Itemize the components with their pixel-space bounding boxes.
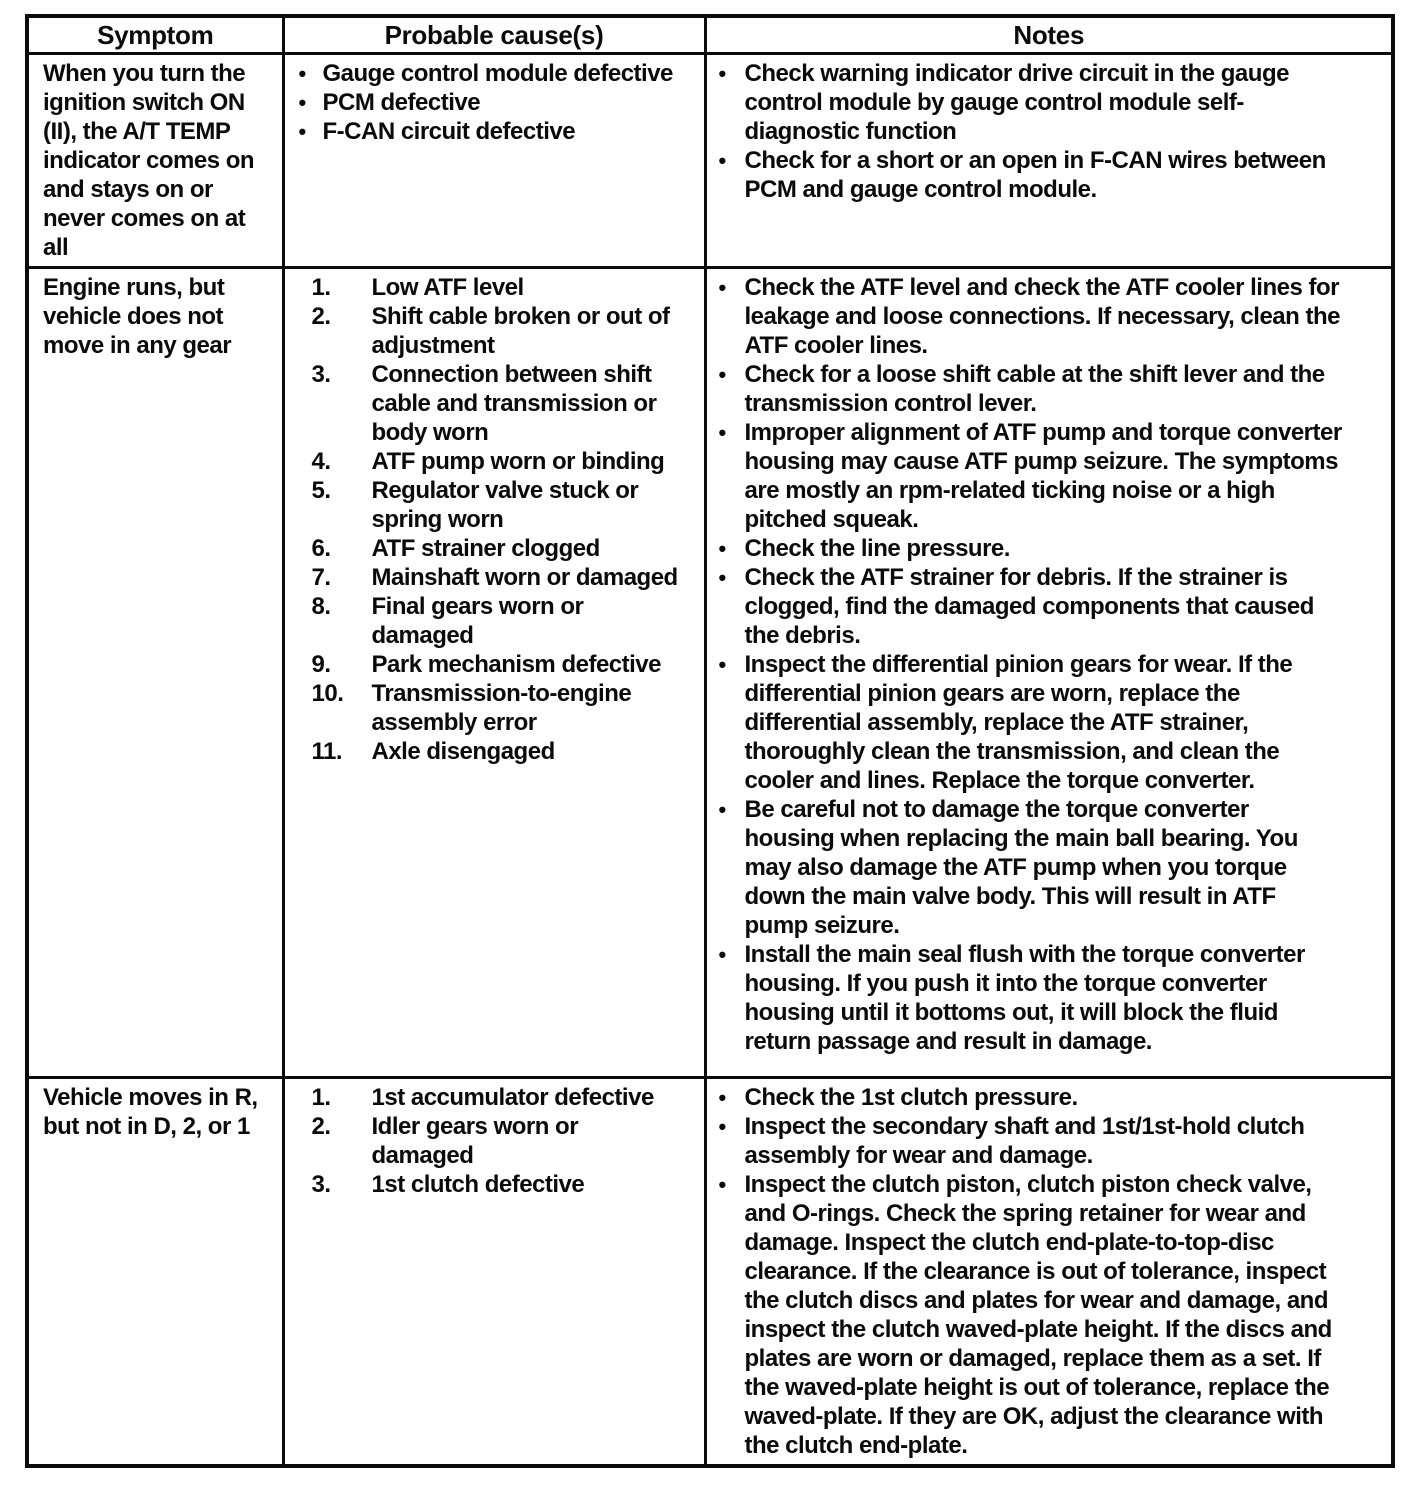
cause-item <box>285 1083 679 1112</box>
bullet-icon: • <box>718 148 726 173</box>
item-number: 1. <box>311 274 331 301</box>
item-number: 11. <box>311 738 343 765</box>
item-text: PCM defective <box>322 89 481 116</box>
item-text: Check the line pressure. <box>744 535 1010 562</box>
item-text: ATF pump worn or binding <box>371 448 665 475</box>
header-probable-causes: Probable cause(s) <box>283 16 705 54</box>
bullet-icon: • <box>718 1172 726 1197</box>
item-number: 9. <box>311 651 331 678</box>
item-number: 10. <box>311 680 344 707</box>
list-item <box>719 273 1344 360</box>
item-text: Inspect the clutch piston, clutch piston check valve, and O-rings. Check the spring retainer for wear and damage. Inspect the clutch end-plate-to-top-disc clearance. If the clearance is out of tolerance, inspect the clutch discs and plates for wear and damage, and inspect the clutch waved-plate height. If the discs and plates are worn or damaged, replace them as a set. If the waved-plate height is out of tolerance, replace the waved-plate. If they are OK, adjust the clearance with the clutch end-plate. <box>744 1171 1332 1459</box>
item-text: Mainshaft worn or damaged <box>371 564 678 591</box>
list-item <box>299 117 696 146</box>
causes-list <box>285 1079 704 1203</box>
item-text: Check for a loose shift cable at the shift lever and the transmission control lever. <box>744 361 1325 417</box>
list-item <box>719 418 1344 534</box>
notes-cell <box>705 268 1393 1078</box>
notes-cell <box>705 1078 1393 1467</box>
cause-item <box>285 563 679 592</box>
notes-list <box>707 55 1392 208</box>
bullet-icon: • <box>718 942 726 967</box>
symptom-cell: Engine runs, but vehicle does not move in any gear <box>27 268 283 1078</box>
cause-item <box>285 360 679 447</box>
item-number: 5. <box>311 477 331 504</box>
item-number: 1. <box>311 1084 331 1111</box>
cause-item <box>285 1112 679 1170</box>
item-text: 1st clutch defective <box>371 1171 585 1198</box>
symptom-cell: When you turn the ignition switch ON (II), the A/T TEMP indicator comes on and stays on or never comes on at all <box>27 54 283 268</box>
list-item <box>719 795 1344 940</box>
item-number: 2. <box>311 1113 331 1140</box>
notes-list <box>707 1079 1392 1464</box>
causes-list <box>285 55 704 150</box>
item-text: Regulator valve stuck or spring worn <box>371 477 639 533</box>
bullet-icon: • <box>718 565 726 590</box>
bullet-icon: • <box>718 61 726 86</box>
list-item <box>719 146 1344 204</box>
list-item <box>299 88 696 117</box>
item-text: Check warning indicator drive circuit in the gauge control module by gauge control module self-diagnostic function <box>744 60 1289 145</box>
item-text: Transmission-to-engine assembly error <box>371 680 632 736</box>
item-text: Check the 1st clutch pressure. <box>744 1084 1078 1111</box>
item-number: 4. <box>311 448 331 475</box>
bullet-icon: • <box>718 275 726 300</box>
item-text: Connection between shift cable and transmission or body worn <box>371 361 657 446</box>
item-text: Install the main seal flush with the torque converter housing. If you push it into the torque converter housing until it bottoms out, it will block the fluid return passage and result in damage. <box>744 941 1305 1055</box>
item-text: Inspect the secondary shaft and 1st/1st-hold clutch assembly for wear and damage. <box>744 1113 1305 1169</box>
item-text: Check for a short or an open in F-CAN wires between PCM and gauge control module. <box>744 147 1326 203</box>
list-item <box>719 1112 1344 1170</box>
symptom-cell: Vehicle moves in R, but not in D, 2, or 1 <box>27 1078 283 1467</box>
item-text: Gauge control module defective <box>322 60 673 87</box>
list-item <box>719 59 1344 146</box>
bullet-icon: • <box>718 1114 726 1139</box>
item-text: Inspect the differential pinion gears for wear. If the differential pinion gears are worn, replace the differential assembly, replace the ATF strainer, thoroughly clean the transmission, and clean the cooler and lines. Replace the torque converter. <box>744 651 1293 794</box>
table-row <box>27 268 1393 1078</box>
item-text: Final gears worn or damaged <box>371 593 584 649</box>
cause-item <box>285 273 679 302</box>
list-item <box>299 59 696 88</box>
list-item <box>719 360 1344 418</box>
item-number: 3. <box>311 361 331 388</box>
header-row <box>27 16 1393 54</box>
item-number: 7. <box>311 564 331 591</box>
cause-item <box>285 679 679 737</box>
bullet-icon: • <box>298 90 306 115</box>
bullet-icon: • <box>298 119 306 144</box>
item-text: Check the ATF strainer for debris. If the strainer is clogged, find the damaged components that caused the debris. <box>744 564 1314 649</box>
cause-item <box>285 476 679 534</box>
cause-item <box>285 447 679 476</box>
cause-item <box>285 1170 679 1199</box>
cause-item <box>285 650 679 679</box>
bullet-icon: • <box>298 61 306 86</box>
item-number: 6. <box>311 535 331 562</box>
cause-item <box>285 534 679 563</box>
bullet-icon: • <box>718 362 726 387</box>
item-text: Be careful not to damage the torque converter housing when replacing the main ball bearing. You may also damage the ATF pump when you torque down the main valve body. This will result in ATF pump seizure. <box>744 796 1298 939</box>
notes-cell <box>705 54 1393 268</box>
item-text: Low ATF level <box>371 274 524 301</box>
header-symptom: Symptom <box>27 16 283 54</box>
bullet-icon: • <box>718 420 726 445</box>
list-item <box>719 650 1344 795</box>
bullet-icon: • <box>718 1085 726 1110</box>
item-text: Improper alignment of ATF pump and torque converter housing may cause ATF pump seizure. The symptoms are mostly an rpm-related ticking noise or a high pitched squeak. <box>744 419 1342 533</box>
item-text: Check the ATF level and check the ATF cooler lines for leakage and loose connections. If necessary, clean the ATF cooler lines. <box>744 274 1340 359</box>
cause-item <box>285 592 679 650</box>
item-number: 2. <box>311 303 331 330</box>
causes-cell <box>283 54 705 268</box>
header-notes: Notes <box>705 16 1393 54</box>
item-text: Shift cable broken or out of adjustment <box>371 303 670 359</box>
item-text: ATF strainer clogged <box>371 535 600 562</box>
table-row <box>27 1078 1393 1467</box>
causes-cell <box>283 268 705 1078</box>
notes-list <box>707 269 1392 1060</box>
item-text: F-CAN circuit defective <box>322 118 576 145</box>
bullet-icon: • <box>718 536 726 561</box>
table-row <box>27 54 1393 268</box>
item-number: 8. <box>311 593 331 620</box>
causes-list <box>285 269 704 770</box>
item-number: 3. <box>311 1171 331 1198</box>
list-item <box>719 563 1344 650</box>
item-text: 1st accumulator defective <box>371 1084 654 1111</box>
list-item <box>719 940 1344 1056</box>
cause-item <box>285 302 679 360</box>
item-text: Park mechanism defective <box>371 651 661 678</box>
list-item <box>719 534 1344 563</box>
list-item <box>719 1083 1344 1112</box>
symptom-troubleshooting-table <box>25 14 1395 1468</box>
bullet-icon: • <box>718 797 726 822</box>
causes-cell <box>283 1078 705 1467</box>
cause-item <box>285 737 679 766</box>
item-text: Idler gears worn or damaged <box>371 1113 579 1169</box>
list-item <box>719 1170 1344 1460</box>
item-text: Axle disengaged <box>371 738 555 765</box>
bullet-icon: • <box>718 652 726 677</box>
